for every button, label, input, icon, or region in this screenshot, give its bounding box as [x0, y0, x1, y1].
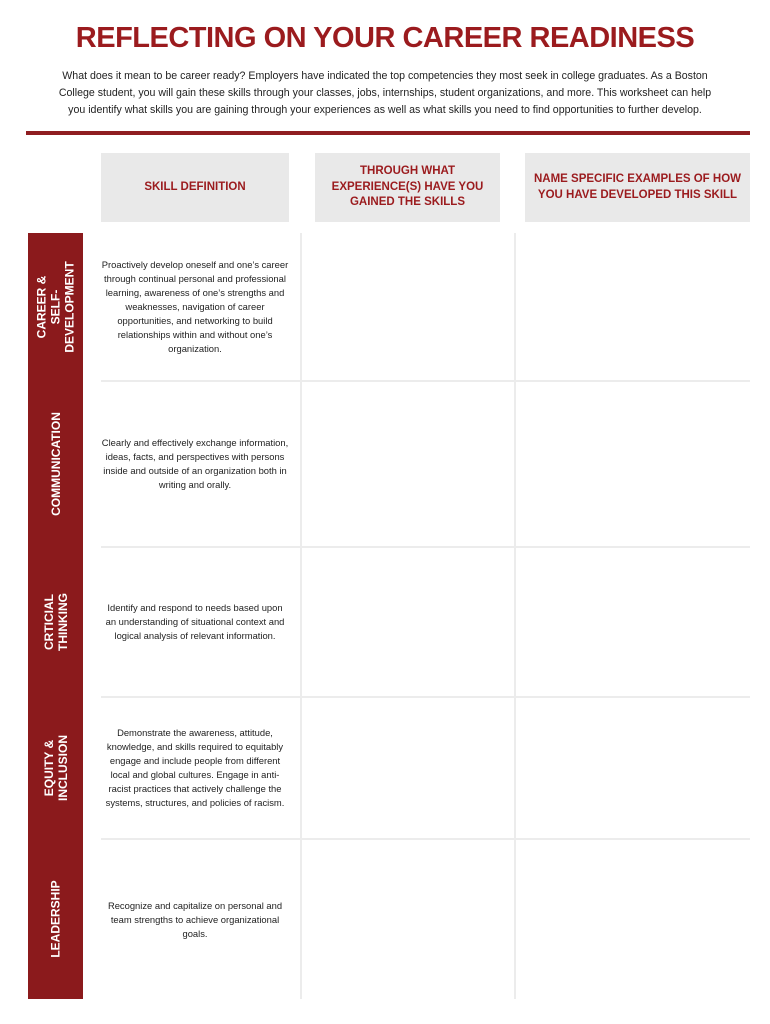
title-divider	[26, 131, 750, 135]
page-title: REFLECTING ON YOUR CAREER READINESS	[75, 22, 695, 54]
definition-communication: Clearly and effectively exchange information, ideas, facts, and perspectives with persons inside and outside of an organization both in writing and orally.	[101, 437, 289, 490]
column-divider	[514, 233, 516, 999]
definition-critical-thinking: Identify and respond to needs based upon an understanding of situational context and logical analysis of relevant information.	[105, 602, 285, 641]
header-examples: NAME SPECIFIC EXAMPLES OF HOW YOU HAVE DEVELOPED THIS SKILL	[525, 153, 750, 222]
definition-leadership: Recognize and capitalize on personal and team strengths to achieve organizational goals.	[107, 899, 283, 939]
skill-sidebar	[28, 233, 83, 999]
skill-label-critical-thinking: CRTICIAL THINKING	[41, 593, 70, 651]
skill-label-career: CAREER & SELF-DEVELOPMENT	[34, 261, 77, 353]
definition-equity-inclusion: Demonstrate the awareness, attitude, knowledge, and skills required to equitably engage and include people from different local and global cultures. Engage in anti-racist practices that actively challenge the systems, structures, and policies of racism.	[105, 727, 285, 808]
skill-label-equity-inclusion: EQUITY & INCLUSION	[41, 735, 70, 801]
header-skill-definition: SKILL DEFINITION	[101, 153, 289, 222]
intro-paragraph: What does it mean to be career ready? Employers have indicated the top competencies they most seek in college graduates. As a Boston College student, you will gain these skills through your classes, jobs, internships, student organizations, and more. This worksheet can help you identify what skills you are gaining through your experiences as well as what skills you need to find opportunities to further develop.	[58, 70, 712, 116]
definition-career: Proactively develop oneself and one’s career through continual personal and professional learning, awareness of one’s strengths and weaknesses, navigation of career opportunities, and networking to build relationships within and without one’s organization.	[101, 258, 289, 354]
skill-label-communication: COMMUNICATION	[48, 412, 63, 516]
header-experience: THROUGH WHAT EXPERIENCE(S) HAVE YOU GAINED THE SKILLS	[315, 153, 500, 222]
column-divider	[300, 233, 302, 999]
skill-label-leadership: LEADERSHIP	[48, 880, 63, 958]
